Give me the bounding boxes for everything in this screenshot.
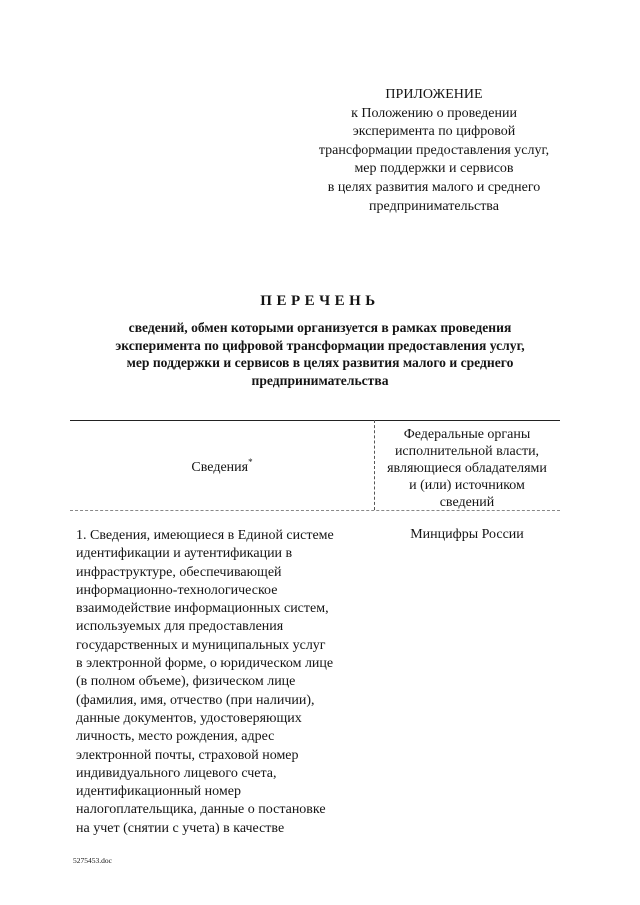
appendix-line: к Положению о проведении xyxy=(351,105,517,121)
appendix-line: предпринимательства xyxy=(369,198,499,214)
row-text-line: индивидуального лицевого счета, xyxy=(76,765,277,781)
footer-filename: 5275453.doc xyxy=(73,856,112,865)
row-text-line: государственных и муниципальных услуг xyxy=(76,637,326,653)
row-text-line: используемых для предоставления xyxy=(76,619,284,635)
row-text-line: инфраструктуре, обеспечивающей xyxy=(76,564,282,580)
appendix-line: эксперимента по цифровой xyxy=(352,124,516,140)
table-header-authorities xyxy=(374,426,560,511)
table-header-info xyxy=(70,457,374,476)
footnote-mark: * xyxy=(248,457,253,467)
row-text-line: информационно-технологическое xyxy=(76,582,278,598)
header-authorities-line: Федеральные органы xyxy=(403,427,531,442)
table-row-1-authority: Минцифры России xyxy=(410,527,524,542)
row-text-line: идентификационный номер xyxy=(76,784,241,800)
table-row-1-info xyxy=(76,527,376,838)
row-text-line: (фамилия, имя, отчество (при наличии), xyxy=(76,692,315,708)
table-top-rule xyxy=(70,420,560,421)
document-subtitle xyxy=(40,319,600,389)
row-text-line: налогоплательщика, данные о постановке xyxy=(76,802,326,818)
row-text-line: идентификации и аутентификации в xyxy=(76,546,293,562)
appendix-block xyxy=(300,86,568,216)
row-text-line: личность, место рождения, адрес xyxy=(76,729,275,745)
header-authorities-line: исполнительной власти, xyxy=(394,444,540,459)
appendix-line: мер поддержки и сервисов xyxy=(354,161,514,177)
appendix-line: в целях развития малого и среднего xyxy=(327,179,541,195)
subtitle-line: сведений, обмен которыми организуется в рамках проведения xyxy=(128,320,512,335)
header-authorities-line: и (или) источником xyxy=(409,478,525,493)
subtitle-line: мер поддержки и сервисов в целях развития малого и среднего xyxy=(126,355,514,371)
row-text-line: в электронной форме, о юридическом лице xyxy=(76,656,334,672)
header-info-label: Сведения xyxy=(191,460,249,475)
appendix-line: трансформации предоставления услуг, xyxy=(318,142,550,158)
subtitle-line: предпринимательства xyxy=(251,372,389,388)
subtitle-line: эксперимента по цифровой трансформации предоставления услуг, xyxy=(115,337,525,353)
row-text-line: взаимодействие информационных систем, xyxy=(76,601,329,617)
row-text-line: данные документов, удостоверяющих xyxy=(76,710,302,726)
row-text-line: (в полном объеме), физическом лице xyxy=(76,674,296,690)
appendix-line: ПРИЛОЖЕНИЕ xyxy=(385,87,483,102)
header-authorities-line: сведений xyxy=(439,495,495,510)
row-text-line: электронной почты, страховой номер xyxy=(76,747,299,763)
row-text-line: на учет (снятии с учета) в качестве xyxy=(76,820,285,836)
header-authorities-line: являющиеся обладателями xyxy=(387,461,547,476)
row-text-line: 1. Сведения, имеющиеся в Единой системе xyxy=(76,528,334,543)
document-title: ПЕРЕЧЕНЬ xyxy=(260,293,380,309)
